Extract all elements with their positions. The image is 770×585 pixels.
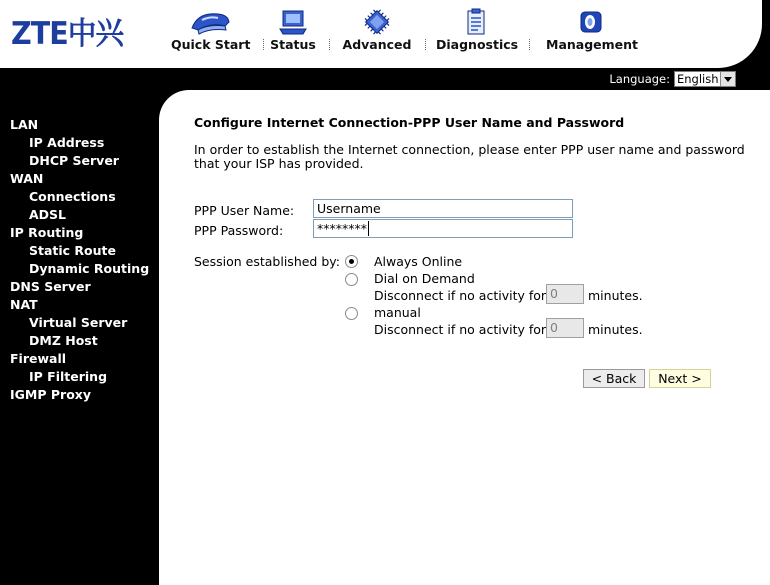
nav-separator	[425, 39, 426, 50]
next-button[interactable]: Next >	[649, 369, 711, 388]
nav-label: Advanced	[342, 37, 412, 52]
sidebar-item-virtual-server[interactable]: Virtual Server	[29, 315, 128, 330]
chevron-down-icon	[720, 72, 735, 86]
radio-always-online[interactable]	[345, 255, 358, 268]
radio-dial-on-demand[interactable]	[345, 273, 358, 286]
nav-label: Management	[546, 37, 639, 52]
sidebar-item-nat[interactable]: NAT	[10, 297, 38, 312]
option-manual: manual	[374, 305, 421, 320]
header	[0, 0, 770, 70]
language-select[interactable]	[674, 71, 736, 87]
radio-manual[interactable]	[345, 307, 358, 320]
nav-label: Diagnostics	[436, 37, 519, 52]
sidebar-item-dns-server[interactable]: DNS Server	[10, 279, 91, 294]
nav-diagnostics[interactable]	[436, 8, 519, 58]
demand-minutes-label: minutes.	[588, 288, 643, 303]
text-cursor	[368, 221, 369, 236]
chip-icon	[361, 8, 393, 36]
nav-quick-start[interactable]	[171, 8, 249, 58]
nav-advanced[interactable]	[342, 8, 412, 58]
sidebar-item-ip-routing[interactable]: IP Routing	[10, 225, 84, 240]
nav-management[interactable]	[546, 8, 639, 58]
sidebar	[0, 116, 158, 404]
language-selected: English	[677, 72, 719, 86]
sidebar-item-connections[interactable]: Connections	[29, 189, 116, 204]
username-input[interactable]: Username	[313, 199, 573, 218]
sidebar-item-static-route[interactable]: Static Route	[29, 243, 116, 258]
session-label: Session established by:	[194, 254, 340, 269]
password-value: ********	[317, 221, 367, 236]
sidebar-item-wan[interactable]: WAN	[10, 171, 44, 186]
monitor-icon	[277, 8, 309, 36]
sidebar-item-lan[interactable]: LAN	[10, 117, 39, 132]
clipboard-icon	[462, 8, 490, 36]
sidebar-item-dhcp-server[interactable]: DHCP Server	[29, 153, 119, 168]
nav-status[interactable]	[268, 8, 318, 58]
quick-start-icon	[188, 8, 232, 36]
manual-minutes-label: minutes.	[588, 322, 643, 337]
nav-label: Status	[270, 37, 316, 52]
demand-disconnect-label: Disconnect if no activity for	[374, 288, 547, 303]
sidebar-item-dynamic-routing[interactable]: Dynamic Routing	[29, 261, 150, 276]
sidebar-item-ip-filtering[interactable]: IP Filtering	[29, 369, 108, 384]
intro-text: In order to establish the Internet connection, please enter PPP user name and password that your ISP has provided.	[194, 142, 745, 171]
username-label: PPP User Name:	[194, 203, 295, 218]
back-button[interactable]: < Back	[583, 369, 645, 388]
page-title: Configure Internet Connection-PPP User Name and Password	[194, 115, 625, 130]
management-icon	[576, 8, 606, 36]
sidebar-item-ip-address[interactable]: IP Address	[29, 135, 105, 150]
language-bar	[609, 70, 736, 88]
sidebar-item-dmz-host[interactable]: DMZ Host	[29, 333, 98, 348]
zte-logo: ZTE中兴	[11, 16, 124, 52]
main-content	[159, 90, 770, 585]
manual-disconnect-label: Disconnect if no activity for	[374, 322, 547, 337]
sidebar-item-adsl[interactable]: ADSL	[29, 207, 67, 222]
nav-label: Quick Start	[171, 37, 251, 52]
language-label: Language:	[609, 72, 670, 86]
nav-separator	[263, 39, 264, 50]
manual-timeout-input[interactable]: 0	[546, 318, 584, 338]
option-dial-on-demand: Dial on Demand	[374, 271, 475, 286]
demand-timeout-input[interactable]: 0	[546, 284, 584, 304]
option-always-online: Always Online	[374, 254, 463, 269]
password-input[interactable]	[313, 219, 573, 238]
sidebar-item-firewall[interactable]: Firewall	[10, 351, 67, 366]
nav-separator	[529, 39, 530, 50]
sidebar-item-igmp-proxy[interactable]: IGMP Proxy	[10, 387, 91, 402]
password-label: PPP Password:	[194, 223, 284, 238]
nav-separator	[329, 39, 330, 50]
